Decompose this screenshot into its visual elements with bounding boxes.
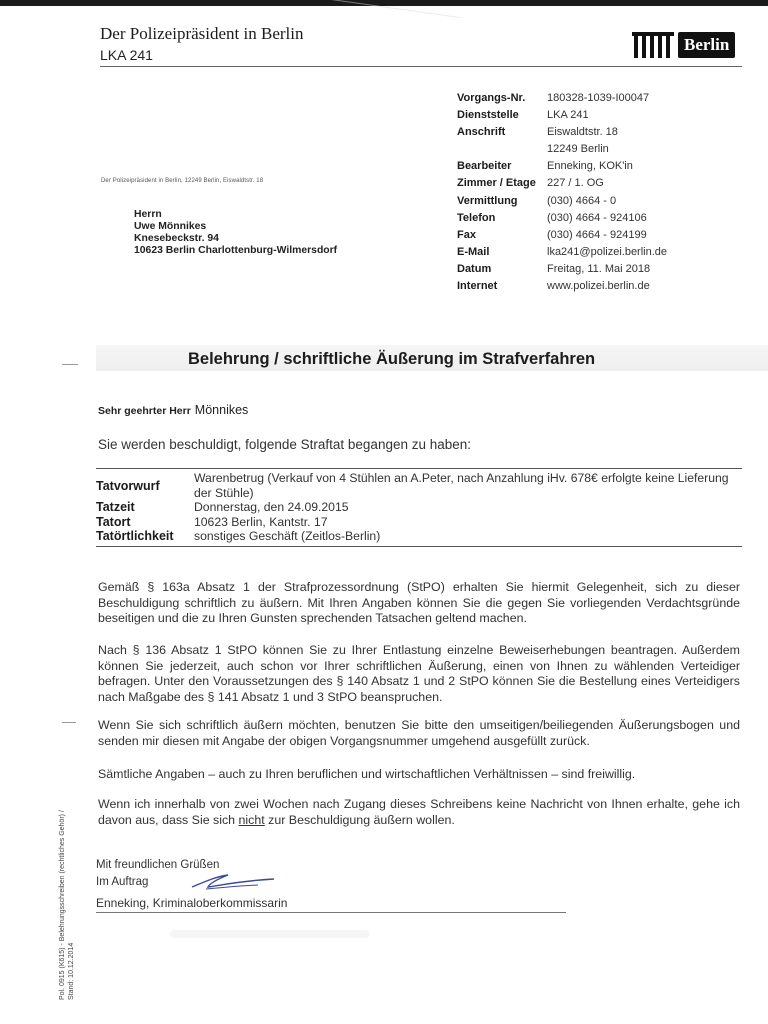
info-value: Enneking, KOK'in	[547, 160, 633, 173]
info-label: E-Mail	[457, 245, 490, 258]
info-row	[457, 195, 667, 212]
info-value: Eiswaldtstr. 18	[547, 126, 618, 139]
case-info-table	[457, 92, 667, 297]
salutation-name: Mönnikes	[194, 403, 249, 417]
paragraph-text: Nach § 136 Absatz 1 StPO können Sie zu Ihrer Entlastung einzelne Beweiserhebungen beantragen. Außerdem können Sie jederzeit, auch schon vor Ihrer schriftlichen Äußerung, einen von Ihnen zu wählenden Verteidiger befragen. Unter den Voraussetzungen des § 140 Absatz 1 und 2 StPO können Sie die Bestellung eines Verteidigers nach Maßgabe des § 141 Absatz 1 und 3 StPO beanspruchen.	[98, 643, 740, 704]
info-row	[457, 229, 667, 246]
recipient-line: 10623 Berlin Charlottenburg-Wilmersdorf	[134, 245, 338, 256]
info-label	[457, 143, 547, 160]
recipient-line: Uwe Mönnikes	[134, 221, 207, 232]
deadline-emphasis: nicht	[238, 812, 265, 827]
closing-greeting: Mit freundlichen Grüßen	[96, 859, 220, 871]
accusation-intro: Sie werden beschuldigt, folgende Straftat begangen zu haben:	[98, 437, 472, 452]
info-value: lka241@polizei.berlin.de	[547, 245, 668, 258]
form-reference-line: Pol. 0915 (K615) - Belehrungsschreiben (rechtliches Gehör) /	[59, 810, 66, 1000]
info-label: Anschrift	[457, 126, 506, 139]
info-label: Bearbeiter	[457, 160, 512, 173]
recipient-line: Herrn	[134, 209, 162, 220]
closing-on-behalf: Im Auftrag	[96, 876, 149, 888]
offense-row	[96, 529, 742, 544]
paragraph-text	[98, 797, 740, 828]
info-label: Zimmer / Etage	[457, 177, 536, 190]
offense-row	[96, 515, 742, 530]
offense-row	[96, 500, 742, 515]
info-value: (030) 4664 - 0	[547, 194, 617, 207]
salutation-greeting: Sehr geehrter Herr	[98, 405, 191, 417]
form-reference-note	[58, 810, 76, 1000]
return-address-line: Der Polizeipräsident in Berlin, 12249 Berlin, Eiswaldtstr. 18	[101, 178, 264, 184]
info-row	[457, 263, 667, 280]
offense-value: Warenbetrug (Verkauf von 4 Stühlen an A.Peter, nach Anzahlung iHv. 678€ erfolgte keine Lieferung der Stühle)	[194, 471, 729, 500]
info-row	[457, 109, 667, 126]
info-row	[457, 177, 667, 194]
offense-label: Tatort	[96, 514, 131, 529]
header-divider	[100, 66, 742, 67]
form-version-line: Stand: 10.12.2014	[68, 942, 75, 1000]
info-label: Vermittlung	[457, 194, 518, 207]
scan-smudge	[170, 930, 370, 938]
paragraph-voluntary	[98, 767, 740, 783]
info-value: LKA 241	[547, 109, 589, 122]
info-row	[457, 280, 667, 297]
info-row	[457, 212, 667, 229]
signature-divider	[96, 912, 566, 913]
signer-name: Enneking, Kriminaloberkommissarin	[96, 896, 288, 910]
info-value: www.polizei.berlin.de	[547, 280, 650, 293]
info-label: Fax	[457, 228, 476, 241]
info-label: Dienststelle	[457, 109, 519, 122]
info-value: 180328-1039-I00047	[547, 92, 650, 104]
paragraph-deadline	[98, 797, 740, 828]
info-value: 12249 Berlin	[547, 143, 609, 156]
deadline-text-start: Wenn ich innerhalb von zwei Wochen nach Zugang dieses Schreibens keine Nachricht von Ihnen erhalte, gehe ich davon aus, dass Sie sich	[98, 797, 740, 827]
recipient-line: Knesebeckstr. 94	[134, 233, 219, 244]
paragraph-statement-opportunity	[98, 580, 740, 627]
offense-row	[96, 471, 742, 500]
info-row	[457, 92, 667, 109]
info-label: Vorgangs-Nr.	[457, 92, 526, 104]
info-label: Datum	[457, 262, 492, 275]
berlin-logo-text: Berlin	[678, 32, 735, 58]
scan-edge	[0, 0, 768, 6]
info-row	[457, 246, 667, 263]
info-value: 227 / 1. OG	[547, 177, 604, 190]
offense-details	[96, 468, 742, 547]
paragraph-text: Gemäß § 163a Absatz 1 der Strafprozessordnung (StPO) erhalten Sie hiermit Gelegenheit, sich zu dieser Beschuldigung schriftlich zu äußern. Mit Ihren Angaben können Sie die gegen Sie vorliegenden Verdachtsgründe beseitigen und die zu Ihren Gunsten sprechenden Tatsachen geltend machen.	[98, 580, 740, 626]
brandenburg-gate-icon	[632, 30, 678, 58]
handwritten-signature	[188, 869, 278, 893]
offense-value: sonstiges Geschäft (Zeitlos-Berlin)	[194, 529, 381, 543]
offense-label: Tatzeit	[96, 500, 135, 514]
offense-value: 10623 Berlin, Kantstr. 17	[194, 514, 328, 529]
paragraph-text: Wenn Sie sich schriftlich äußern möchten, benutzen Sie bitte den umseitigen/beiliegenden Äußerungsbogen und senden mir diesen mit Angabe der obigen Vorgangsnummer umgehend ausgefüllt zurück.	[98, 718, 740, 748]
paragraph-text: Sämtliche Angaben – auch zu Ihren beruflichen und wirtschaftlichen Verhältnissen – sind freiwillig.	[98, 767, 636, 781]
info-row	[457, 143, 667, 160]
deadline-text-end: zur Beschuldigung äußern wollen.	[264, 812, 455, 827]
offense-label: Tatörtlichkeit	[96, 529, 174, 543]
paper-fold-mark	[299, 0, 461, 46]
info-row	[457, 160, 667, 177]
info-value: (030) 4664 - 924106	[547, 211, 647, 224]
offense-label: Tatvorwurf	[96, 479, 160, 493]
fold-mark	[62, 722, 76, 723]
info-label: Telefon	[457, 211, 496, 224]
offense-table	[96, 471, 742, 544]
info-row	[457, 126, 667, 143]
offense-value: Donnerstag, den 24.09.2015	[194, 500, 349, 514]
recipient-address	[134, 209, 337, 257]
fold-mark	[62, 364, 78, 365]
info-value: Freitag, 11. Mai 2018	[547, 262, 651, 275]
info-label: Internet	[457, 280, 498, 293]
paragraph-response-form	[98, 718, 740, 749]
letterhead-unit: LKA 241	[100, 47, 153, 63]
paragraph-rights	[98, 643, 740, 705]
letterhead-authority: Der Polizeipräsident in Berlin	[100, 24, 304, 43]
info-value: (030) 4664 - 924199	[547, 228, 647, 241]
salutation	[98, 401, 248, 419]
berlin-logo	[632, 28, 735, 58]
document-title: Belehrung / schriftliche Äußerung im Strafverfahren	[188, 350, 596, 368]
